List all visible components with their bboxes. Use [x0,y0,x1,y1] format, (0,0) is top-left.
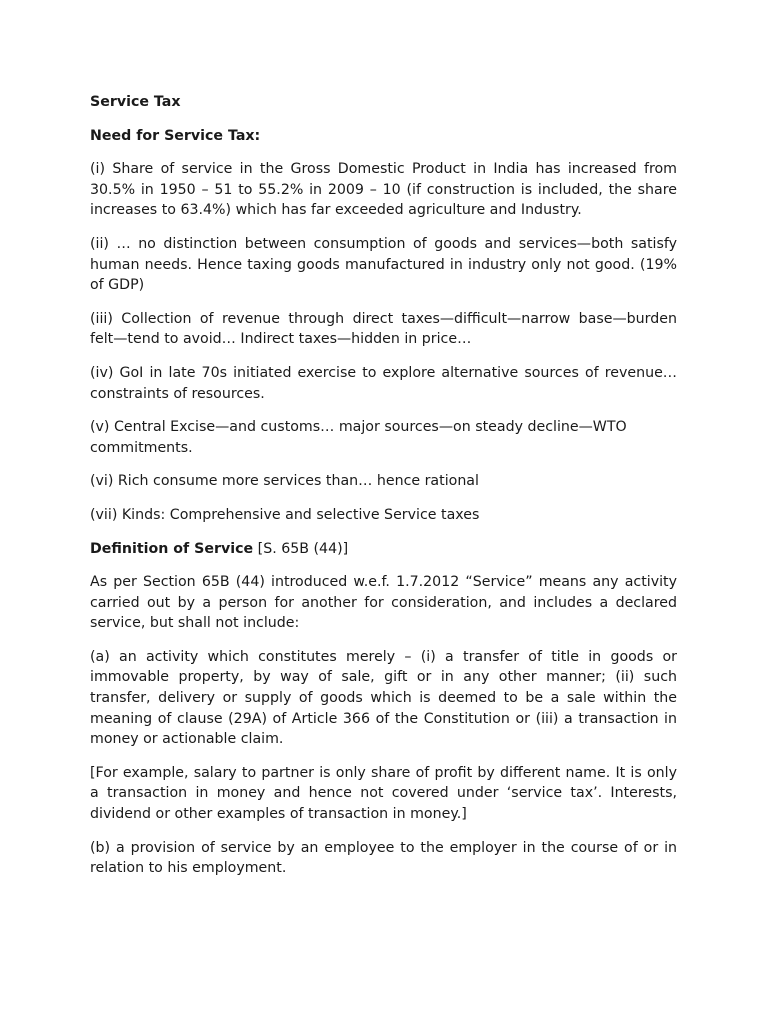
need-point-6: (vi) Rich consume more services than… hence rational [90,473,479,490]
document-page [90,92,677,892]
need-point-2: (ii) … no distinction between consumption of goods and services—both satisfy human needs. Hence taxing goods manufactured in industry only not good. (19% of GDP) [90,235,677,294]
definition-heading: Definition of Service [90,540,254,557]
need-point-4: (iv) GoI in late 70s initiated exercise to explore alternative sources of revenue… constraints of resources. [90,364,677,402]
definition-example: [For example, salary to partner is only share of profit by different name. It is only a transaction in money and hence not covered under ‘service tax’. Interests, dividend or other examples of transaction in money.] [90,764,677,823]
need-heading: Need for Service Tax: [90,127,261,144]
need-point-3: (iii) Collection of revenue through direct taxes—difficult—narrow base—burden felt—tend to avoid… Indirect taxes—hidden in price… [90,310,677,348]
need-point-5: (v) Central Excise—and customs… major sources—on steady decline—WTO commitments. [90,419,627,456]
need-point-1: (i) Share of service in the Gross Domestic Product in India has increased from 30.5% in 1950 – 51 to 55.2% in 2009 – 10 (if construction is included, the share increases to 63.4%) which has far exceeded agriculture and Industry. [90,161,677,219]
definition-intro: As per Section 65B (44) introduced w.e.f. 1.7.2012 “Service” means any activity carried out by a person for another for consideration, and includes a declared service, but shall not include: [90,574,677,632]
definition-heading-line [90,539,677,560]
document-title: Service Tax [90,94,181,110]
need-point-7: (vii) Kinds: Comprehensive and selective Service taxes [90,506,480,523]
definition-clause-b: (b) a provision of service by an employee to the employer in the course of or in relation to his employment. [90,839,677,877]
definition-reference: [S. 65B (44)] [253,540,349,557]
definition-clause-a: (a) an activity which constitutes merely – (i) a transfer of title in goods or immovable property, by way of sale, gift or in any other manner; (ii) such transfer, delivery or supply of goods which is deemed to be a sale within the meaning of clause (29A) of Article 366 of the Constitution or (iii) a transaction in money or actionable claim. [90,648,677,748]
